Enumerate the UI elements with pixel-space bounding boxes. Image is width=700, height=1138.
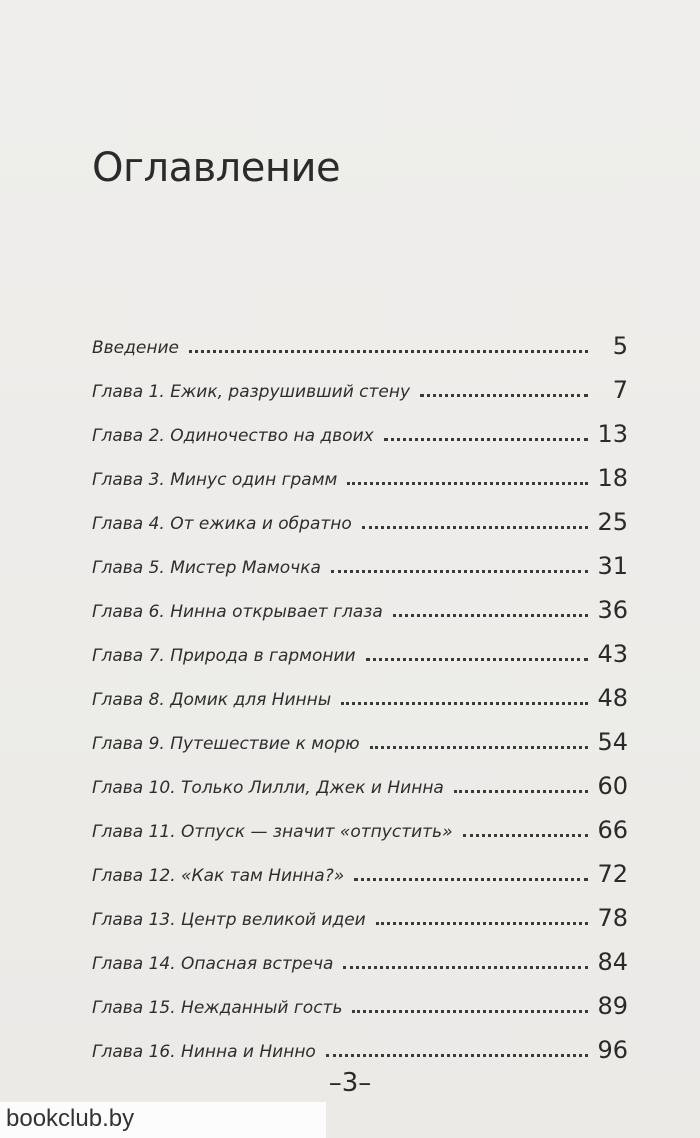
toc-entry-label: Глава 8. Домик для Нинны <box>92 690 332 710</box>
toc-entry <box>92 842 628 886</box>
toc-entry-page: 72 <box>597 860 628 888</box>
dot-leader <box>341 702 588 705</box>
toc-entry-label: Глава 11. Отпуск — значит «отпустить» <box>92 822 453 842</box>
toc-entry <box>92 358 628 402</box>
toc-entry <box>92 314 628 358</box>
dot-leader <box>454 790 588 793</box>
toc-entry <box>92 798 628 842</box>
page-title: Оглавление <box>92 144 341 191</box>
toc-entry-label: Глава 7. Природа в гармонии <box>92 646 356 666</box>
toc-entry <box>92 930 628 974</box>
toc-entry-page: 25 <box>597 508 628 536</box>
toc-entry <box>92 666 628 710</box>
toc-entry <box>92 534 628 578</box>
toc-entry <box>92 402 628 446</box>
dot-leader <box>352 1010 588 1013</box>
toc-entry-page: 7 <box>612 376 628 404</box>
toc-entry-label: Глава 5. Мистер Мамочка <box>92 558 321 578</box>
toc-entry <box>92 446 628 490</box>
toc-entry <box>92 622 628 666</box>
toc-entry <box>92 974 628 1018</box>
toc-entry-page: 60 <box>597 772 628 800</box>
toc-entry-page: 66 <box>597 816 628 844</box>
toc-entry <box>92 1018 628 1062</box>
toc-entry-page: 84 <box>597 948 628 976</box>
toc-entry-page: 54 <box>597 728 628 756</box>
toc-entry <box>92 490 628 534</box>
toc-entry-label: Глава 16. Нинна и Нинно <box>92 1042 316 1062</box>
toc-entry-page: 5 <box>612 332 628 360</box>
toc-entry-page: 96 <box>597 1036 628 1064</box>
toc-entry-label: Глава 1. Ежик, разрушивший стену <box>92 382 411 402</box>
dot-leader <box>376 922 588 925</box>
toc-entry-page: 36 <box>597 596 628 624</box>
toc-entry-page: 13 <box>597 420 628 448</box>
toc-entry-label: Глава 6. Нинна открывает глаза <box>92 602 383 622</box>
toc-entry-page: 89 <box>597 992 628 1020</box>
toc-entry <box>92 886 628 930</box>
dot-leader <box>343 966 588 969</box>
toc-entry-page: 48 <box>597 684 628 712</box>
dot-leader <box>331 570 588 573</box>
dot-leader <box>326 1054 588 1057</box>
dot-leader <box>354 878 588 881</box>
dot-leader <box>463 834 588 837</box>
dot-leader <box>393 614 588 617</box>
dot-leader <box>362 526 588 529</box>
toc-entry <box>92 710 628 754</box>
toc-entry-label: Глава 14. Опасная встреча <box>92 954 334 974</box>
watermark: bookclub.by <box>0 1102 326 1138</box>
toc-entry <box>92 754 628 798</box>
dot-leader <box>366 658 588 661</box>
toc-entry-label: Глава 2. Одиночество на двоих <box>92 426 374 446</box>
dot-leader <box>420 394 588 397</box>
table-of-contents <box>92 314 628 1062</box>
toc-entry-label: Глава 12. «Как там Нинна?» <box>92 866 345 886</box>
toc-entry-label: Глава 15. Нежданный гость <box>92 998 343 1018</box>
toc-entry <box>92 578 628 622</box>
toc-entry-label: Глава 13. Центр великой идеи <box>92 910 366 930</box>
toc-entry-page: 31 <box>597 552 628 580</box>
dot-leader <box>347 482 588 485</box>
toc-entry-page: 78 <box>597 904 628 932</box>
dot-leader <box>189 350 588 353</box>
toc-entry-label: Глава 3. Минус один грамм <box>92 470 338 490</box>
toc-entry-page: 43 <box>597 640 628 668</box>
dot-leader <box>370 746 588 749</box>
toc-entry-label: Введение <box>92 338 179 358</box>
toc-entry-label: Глава 10. Только Лилли, Джек и Нинна <box>92 778 444 798</box>
toc-entry-label: Глава 9. Путешествие к морю <box>92 734 360 754</box>
page-number: –3– <box>328 1068 372 1098</box>
dot-leader <box>384 438 588 441</box>
toc-entry-label: Глава 4. От ежика и обратно <box>92 514 352 534</box>
toc-entry-page: 18 <box>597 464 628 492</box>
